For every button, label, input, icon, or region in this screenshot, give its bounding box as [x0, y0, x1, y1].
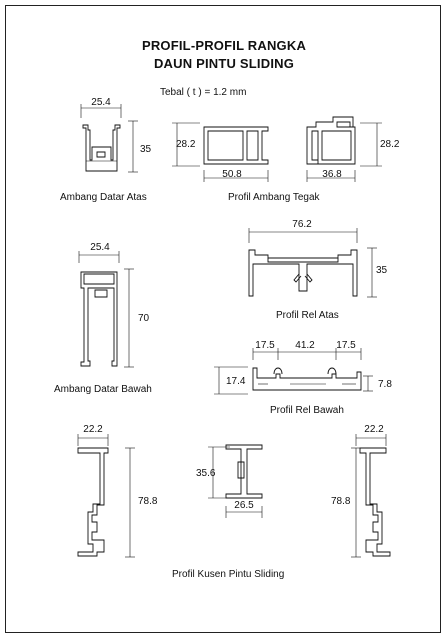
- rel-atas-height-label: 35: [376, 265, 388, 276]
- rel-bawah-seg2-label: 41.2: [295, 340, 315, 351]
- ambang-tegak-label: Profil Ambang Tegak: [228, 192, 320, 203]
- ambang-datar-atas-drawing: [81, 104, 138, 172]
- tegak-height-right-label: 28.2: [380, 139, 400, 150]
- kusen-mid-height-label: 35.6: [196, 468, 216, 479]
- kusen-mid-width-label: 26.5: [234, 500, 254, 511]
- ada-height-label: 35: [140, 144, 152, 155]
- rel-bawah-seg1-label: 17.5: [255, 340, 275, 351]
- ambang-datar-bawah-label: Ambang Datar Bawah: [54, 384, 152, 395]
- rel-bawah-height-left-label: 17.4: [226, 376, 246, 387]
- adb-height-label: 70: [138, 313, 150, 324]
- kusen-right-height-label: 78.8: [331, 496, 351, 507]
- ambang-tegak-drawing: [172, 117, 382, 182]
- adb-width-label: 25.4: [90, 242, 110, 253]
- tegak-width-right-label: 36.8: [322, 169, 342, 180]
- ada-width-label: 25.4: [91, 97, 111, 108]
- kusen-left-width-label: 22.2: [83, 424, 103, 435]
- kusen-left-drawing: [78, 434, 135, 557]
- kusen-right-drawing: [351, 434, 390, 557]
- tegak-width-left-label: 50.8: [222, 169, 242, 180]
- thickness-note: Tebal ( t ) = 1.2 mm: [160, 87, 247, 98]
- rel-atas-drawing: [249, 228, 377, 297]
- tegak-height-left-label: 28.2: [176, 139, 196, 150]
- kusen-left-height-label: 78.8: [138, 496, 158, 507]
- sheet-title-line-2: DAUN PINTU SLIDING: [153, 56, 295, 71]
- kusen-right-width-label: 22.2: [364, 424, 384, 435]
- rel-bawah-drawing: [214, 348, 373, 394]
- rel-atas-width-label: 76.2: [292, 219, 312, 230]
- rel-bawah-seg3-label: 17.5: [336, 340, 356, 351]
- rel-atas-label: Profil Rel Atas: [276, 310, 339, 321]
- kusen-label: Profil Kusen Pintu Sliding: [172, 569, 285, 580]
- sheet-title-line-1: PROFIL-PROFIL RANGKA: [141, 38, 307, 53]
- ambang-datar-bawah-drawing: [79, 251, 134, 367]
- rel-bawah-label: Profil Rel Bawah: [270, 405, 344, 416]
- ambang-datar-atas-label: Ambang Datar Atas: [60, 192, 147, 203]
- rel-bawah-height-right-label: 7.8: [378, 379, 392, 390]
